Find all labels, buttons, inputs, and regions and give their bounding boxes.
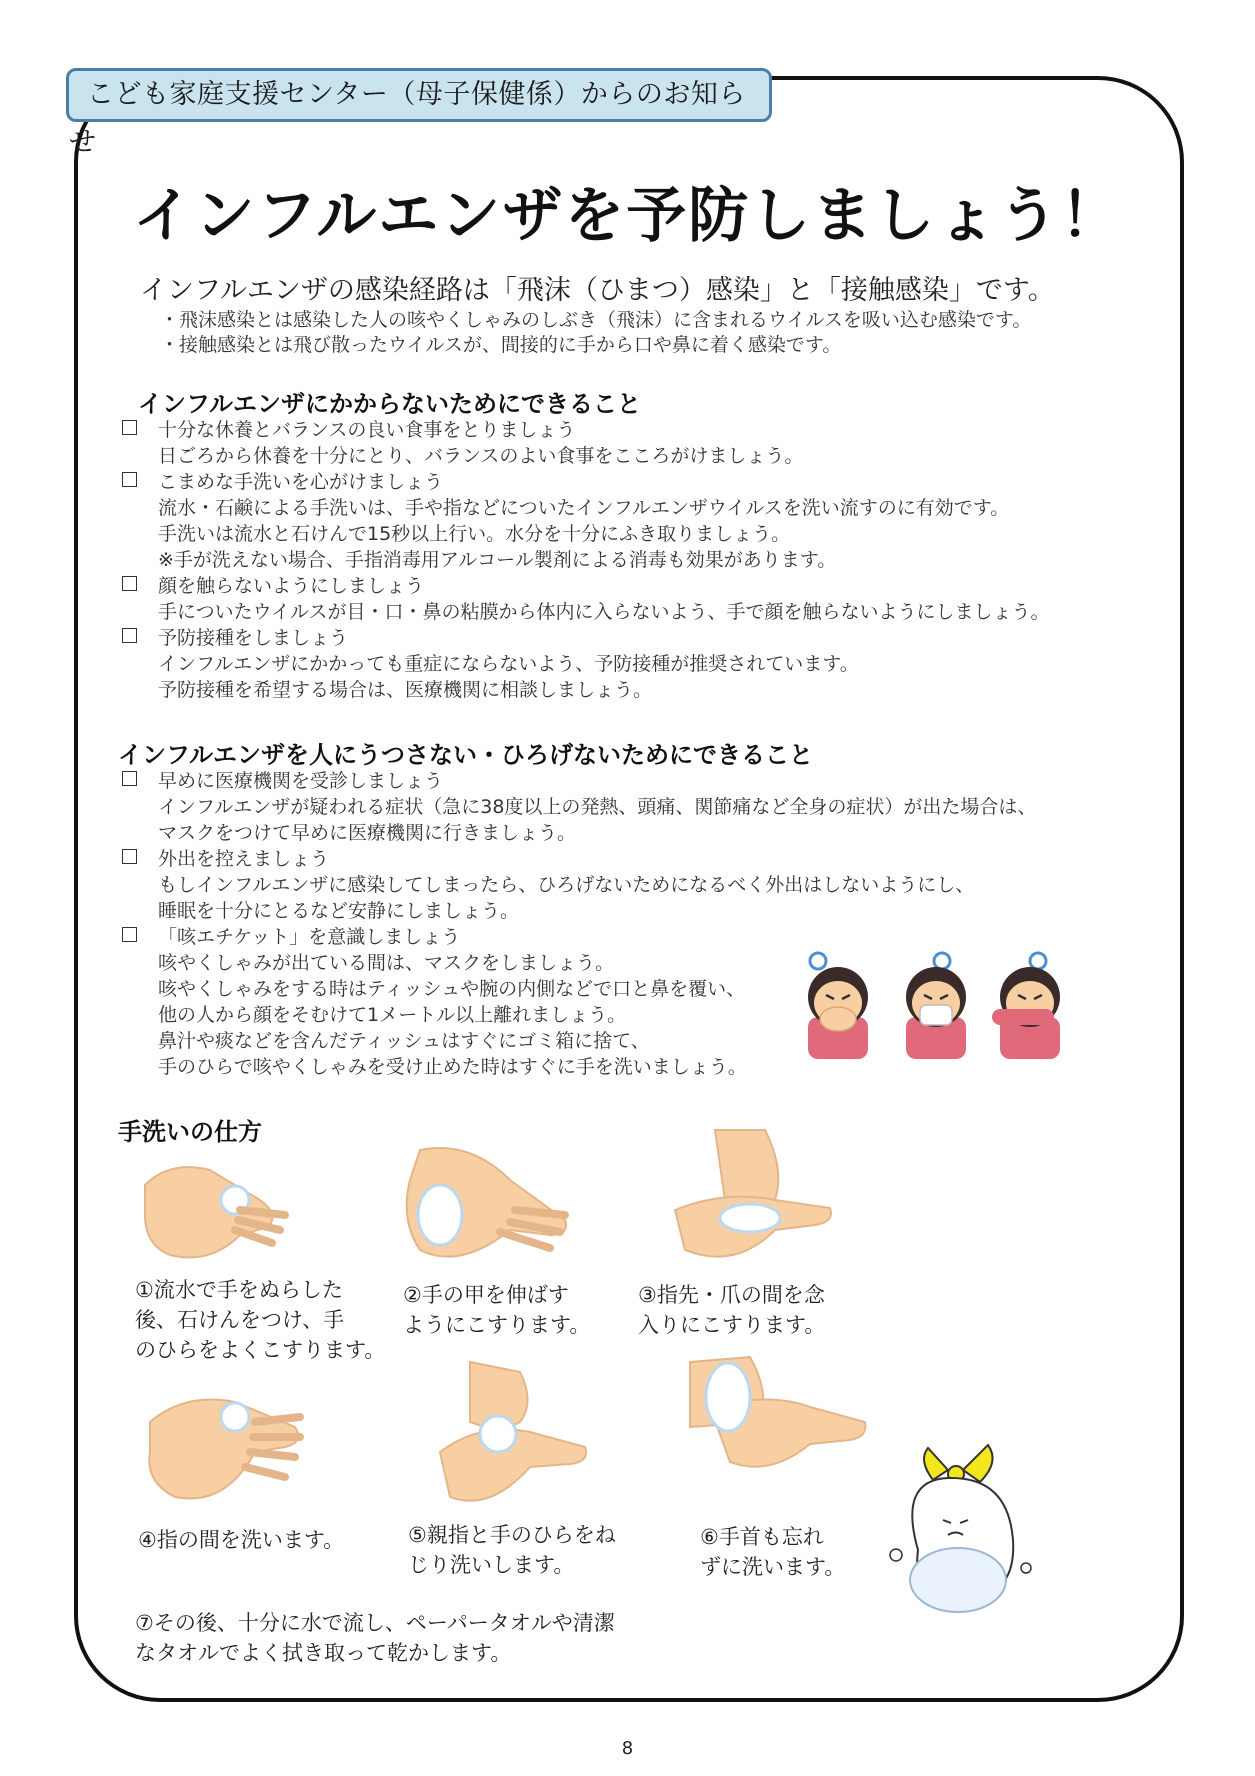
item-head: 十分な休養とバランスの良い食事をとりましょう — [158, 419, 576, 441]
caption-line: なタオルでよく拭き取って乾かします。 — [135, 1641, 512, 1665]
cough-etiquette-illustration — [800, 955, 1075, 1060]
handwash-step3-illustration — [675, 1130, 835, 1270]
caption-line: ④指の間を洗います。 — [138, 1528, 345, 1552]
prevent-section-title: インフルエンザにかからないためにできること — [138, 390, 642, 418]
item-detail: 鼻汁や痰などを含んだティッシュはすぐにゴミ箱に捨て、 — [158, 1030, 650, 1052]
item-detail: 日ごろから休養を十分にとり、バランスのよい食事をこころがけましょう。 — [158, 445, 804, 467]
handwash-step2-caption — [403, 1280, 590, 1340]
handwash-step3-caption — [638, 1280, 825, 1340]
item-detail: もしインフルエンザに感染してしまったら、ひろげないためになるべく外出はしないようにし、 — [158, 874, 975, 896]
item-detail: ※手が洗えない場合、手指消毒用アルコール製剤による消毒も効果があります。 — [158, 549, 837, 571]
caption-line: ①流水で手をぬらした — [135, 1278, 343, 1302]
checkbox-icon — [122, 628, 137, 643]
item-detail: インフルエンザにかかっても重症にならないよう、予防接種が推奨されています。 — [158, 653, 859, 675]
item-head: 外出を控えましょう — [158, 848, 330, 870]
caption-line: ③指先・爪の間を念 — [638, 1283, 825, 1307]
item-head: 顔を触らないようにしましょう — [158, 575, 425, 597]
handwash-step6-illustration — [690, 1352, 870, 1482]
caption-line: 入りにこすります。 — [638, 1313, 826, 1337]
handwash-section-title: 手洗いの仕方 — [118, 1118, 262, 1146]
caption-line: ずに洗います。 — [700, 1555, 846, 1579]
handwash-step7-caption — [135, 1608, 615, 1668]
item-head: 予防接種をしましょう — [158, 627, 349, 649]
caption-line: ⑤親指と手のひらをね — [408, 1523, 616, 1547]
checkbox-icon — [122, 849, 137, 864]
handwash-step4-caption — [138, 1525, 344, 1555]
checkbox-icon — [122, 771, 137, 786]
item-head: 「咳エチケット」を意識しましょう — [158, 926, 461, 948]
girl-mask-icon — [906, 953, 966, 1059]
intro-main: インフルエンザの感染経路は「飛沫（ひまつ）感染」と「接触感染」です。 — [140, 275, 1055, 306]
item-detail: 手洗いは流水と石けんで15秒以上行い。水分を十分にふき取りましょう。 — [158, 523, 791, 545]
intro-bullet-contact: ・接触感染とは飛び散ったウイルスが、間接的に手から口や鼻に着く感染です。 — [160, 334, 842, 356]
caption-line: じり洗いします。 — [408, 1553, 575, 1577]
item-detail: 手についたウイルスが目・口・鼻の粘膜から体内に入らないよう、手で顔を触らないようにしましょう。 — [158, 601, 1050, 623]
checkbox-icon — [122, 576, 137, 591]
handwash-step6-caption — [700, 1522, 845, 1582]
handwash-step1-illustration — [140, 1155, 290, 1270]
page-title: インフルエンザを予防しましょう！ — [132, 181, 1123, 251]
item-head: 早めに医療機関を受診しましょう — [158, 770, 444, 792]
item-detail: インフルエンザが疑われる症状（急に38度以上の発熱、頭痛、関節痛など全身の症状）が出た場合は、 — [158, 796, 1037, 818]
item-head: こまめな手洗いを心がけましょう — [158, 471, 444, 493]
checkbox-icon — [122, 472, 137, 487]
caption-line: 後、石けんをつけ、手 — [135, 1308, 345, 1332]
spread-section-title: インフルエンザを人にうつさない・ひろげないためにできること — [118, 741, 814, 769]
item-detail: 咳やくしゃみをする時はティッシュや腕の内側などで口と鼻を覆い、 — [158, 978, 746, 1000]
checkbox-icon — [122, 927, 137, 942]
page-number: 8 — [621, 1738, 634, 1759]
item-detail: マスクをつけて早めに医療機関に行きましょう。 — [158, 822, 577, 844]
girl-covering-hands-icon — [808, 953, 868, 1059]
caption-line: のひらをよくこすります。 — [135, 1338, 386, 1362]
intro-bullet-droplet: ・飛沫感染とは感染した人の咳やくしゃみのしぶき（飛沫）に含まれるウイルスを吸い込む感染です。 — [160, 309, 1032, 331]
caption-line: ⑥手首も忘れ — [700, 1525, 824, 1549]
handwash-step4-illustration — [145, 1382, 305, 1512]
handwash-step2-illustration — [400, 1140, 575, 1275]
handwash-step1-caption — [135, 1275, 385, 1365]
checkbox-icon — [122, 420, 137, 435]
item-detail: 咳やくしゃみが出ている間は、マスクをしましょう。 — [158, 952, 615, 974]
header-tab: こども家庭支援センター（母子保健係）からのお知らせ — [66, 68, 772, 122]
item-detail: 手のひらで咳やくしゃみを受け止めた時はすぐに手を洗いましょう。 — [158, 1056, 747, 1078]
handwash-step5-illustration — [440, 1362, 590, 1512]
caption-line: ようにこすります。 — [403, 1313, 591, 1337]
item-detail: 予防接種を希望する場合は、医療機関に相談しましょう。 — [158, 679, 653, 701]
soap-character-illustration — [888, 1440, 1073, 1640]
caption-line: ⑦その後、十分に水で流し、ペーパータオルや清潔 — [135, 1611, 615, 1635]
caption-line: ②手の甲を伸ばす — [403, 1283, 569, 1307]
item-detail: 流水・石鹸による手洗いは、手や指などについたインフルエンザウイルスを洗い流すのに有効です。 — [158, 497, 1010, 519]
girl-sleeve-cough-icon — [992, 953, 1060, 1059]
handwash-step5-caption — [408, 1520, 616, 1580]
item-detail: 他の人から顔をそむけて1メートル以上離れましょう。 — [158, 1004, 627, 1026]
item-detail: 睡眠を十分にとるなど安静にしましょう。 — [158, 900, 520, 922]
